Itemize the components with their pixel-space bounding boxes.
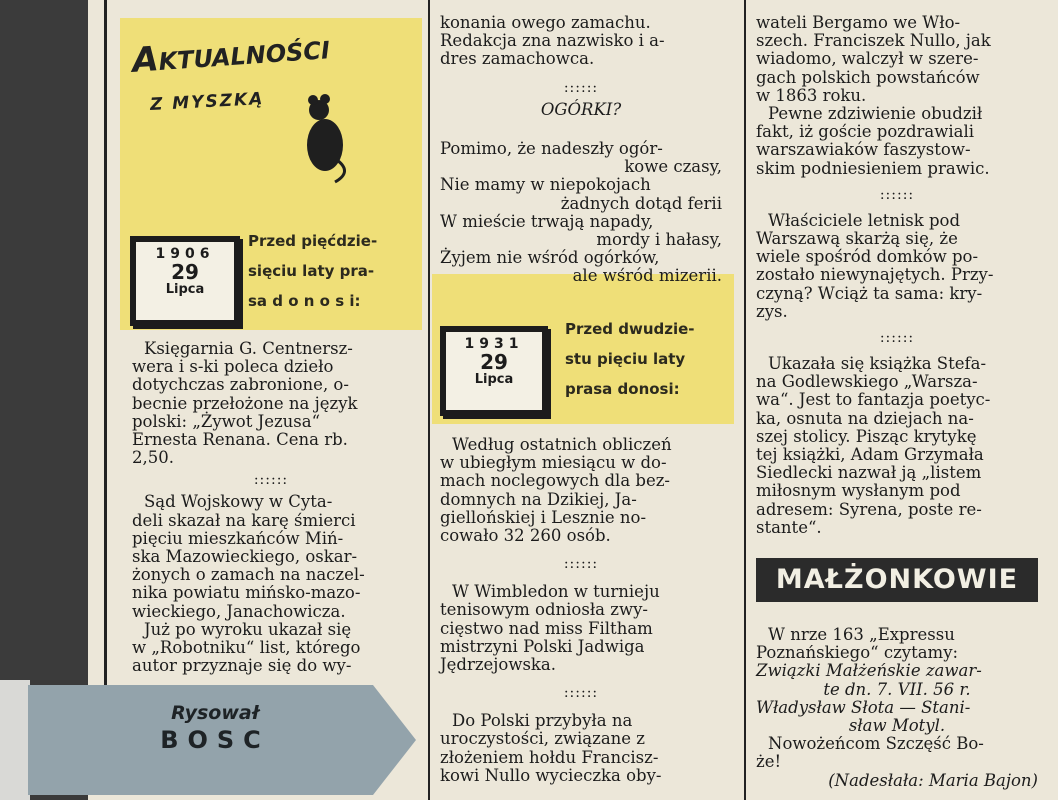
article-bookshop bbox=[132, 340, 410, 467]
article-court-cont bbox=[132, 621, 410, 676]
article-court bbox=[132, 493, 410, 620]
section-banner: MAŁŻONKOWIE bbox=[756, 558, 1038, 602]
text-line: zostało niewynajętych. Przy- bbox=[756, 265, 994, 285]
poem-line: mordy i hałasy, bbox=[596, 230, 722, 250]
text-line: wateli Bergamo we Wło- bbox=[756, 13, 961, 32]
text-line: uroczystości, związane z bbox=[440, 729, 646, 749]
column-3 bbox=[756, 14, 1038, 537]
article-nullo-cont bbox=[756, 14, 1038, 105]
article-assassination-cont bbox=[440, 14, 722, 69]
text-line: wiele spośród domków po- bbox=[756, 247, 979, 267]
text-line: Związki Małżeńskie zawar- bbox=[756, 661, 982, 681]
text-line: skim podniesieniem prawic. bbox=[756, 158, 990, 178]
text-line: Redakcja zna nazwisko i a- bbox=[440, 31, 665, 51]
date-day: 29 bbox=[480, 350, 508, 374]
text-line: stante“. bbox=[756, 517, 822, 537]
text-line: Władysław Słota — Stani- bbox=[756, 697, 971, 717]
text-line: cowało 32 260 osób. bbox=[440, 526, 611, 546]
text-line: Nowożeńcom Szczęść Bo- bbox=[768, 734, 984, 754]
text-line: mach noclegowych dla bez- bbox=[440, 471, 671, 491]
date-year: 1931 bbox=[464, 336, 524, 352]
date-month: Lipca bbox=[474, 372, 514, 387]
text-line: sław Motyl. bbox=[848, 716, 946, 736]
text-line: wera i s-ki poleca dzieło bbox=[132, 357, 334, 377]
column-1 bbox=[132, 340, 410, 675]
text-line: dres zamachowca. bbox=[440, 49, 595, 69]
text-line: Do Polski przybyła na bbox=[452, 711, 633, 731]
notice-intro bbox=[756, 626, 1038, 662]
text-line: szej stolicy. Pisząc krytykę bbox=[756, 426, 977, 446]
mouse-icon bbox=[295, 90, 355, 185]
text-line: złożeniem hołdu Francisz- bbox=[440, 747, 659, 767]
text-line: domnych na Dzikiej, Ja- bbox=[440, 489, 637, 509]
text-line: na Godlewskiego „Warsza- bbox=[756, 372, 978, 392]
text-line: Sąd Wojskowy w Cyta- bbox=[144, 492, 333, 512]
text-line: 2,50. bbox=[132, 448, 174, 468]
text-line: polski: „Żywot Jezusa“ bbox=[132, 411, 321, 431]
poem-line: żadnych dotąd ferii bbox=[560, 193, 722, 213]
text-line: w 1863 roku. bbox=[756, 85, 867, 105]
text-line: Jędrzejowska. bbox=[440, 655, 557, 675]
poem-line: Pomimo, że nadeszły ogór- bbox=[440, 139, 663, 158]
text-line: pięciu mieszkańców Miń- bbox=[132, 528, 344, 548]
text-line: Właściciele letnisk pod bbox=[768, 210, 961, 230]
article-book bbox=[756, 355, 1038, 537]
text-line: ska Mazowieckiego, oskar- bbox=[132, 547, 358, 567]
separator-dots: :::::: bbox=[879, 330, 915, 347]
dark-page-edge bbox=[0, 0, 88, 680]
text-line: Według ostatnich obliczeń bbox=[452, 435, 672, 454]
article-summer-houses bbox=[756, 212, 1038, 321]
marriage-notice bbox=[756, 626, 1038, 790]
poem-line: Nie mamy w niepokojach bbox=[440, 175, 651, 195]
text-line: dotychczas zabronione, o- bbox=[132, 375, 349, 395]
credit-line-2: BOSC bbox=[160, 726, 270, 754]
text-line: ka, osnuta na dziejach na- bbox=[756, 408, 974, 428]
headline-line: sięciu laty pra- bbox=[248, 262, 375, 280]
text-line: mistrzyni Polski Jadwiga bbox=[440, 636, 645, 656]
column-rule-left bbox=[104, 0, 107, 690]
text-line: w „Robotniku“ list, którego bbox=[132, 638, 361, 658]
headline-line: prasa donosi: bbox=[565, 380, 680, 398]
column-rule-1 bbox=[428, 0, 430, 800]
column-rule-2 bbox=[744, 0, 746, 800]
text-line: tej książki, Adam Grzymała bbox=[756, 445, 984, 465]
poem-line: ale wśród mizerii. bbox=[572, 266, 722, 286]
headline-1931 bbox=[565, 314, 725, 404]
article-nullo bbox=[440, 712, 722, 785]
text-line: Poznańskiego“ czytamy: bbox=[756, 643, 959, 663]
article-wimbledon bbox=[440, 583, 722, 674]
headline-line: Przed pięćdzie- bbox=[248, 232, 378, 250]
headline-line: stu pięciu laty bbox=[565, 350, 686, 368]
text-line: zys. bbox=[756, 301, 788, 321]
text-line: Pewne zdziwienie obudził bbox=[768, 104, 983, 124]
credit-line-1: Rysował bbox=[171, 702, 259, 724]
text-line: W nrze 163 „Expressu bbox=[768, 625, 955, 644]
date-day: 29 bbox=[171, 260, 199, 284]
text-line: becnie przełożone na język bbox=[132, 393, 358, 413]
separator-dots: :::::: bbox=[253, 472, 289, 489]
headline-line: Przed dwudzie- bbox=[565, 320, 695, 338]
headline-1906 bbox=[248, 226, 418, 316]
text-line: nika powiatu mińsko-mazo- bbox=[132, 583, 361, 603]
page-corner bbox=[0, 680, 30, 800]
masthead-subtitle: Z MYSZKĄ bbox=[149, 89, 265, 115]
text-line: autor przyznaje się do wy- bbox=[132, 656, 352, 676]
text-line: miłosnym wysłanym pod bbox=[756, 481, 961, 501]
text-line: Już po wyroku ukazał się bbox=[144, 619, 352, 639]
headline-line: sa d o n o s i: bbox=[248, 292, 361, 310]
text-line: Warszawą skarżą się, że bbox=[756, 229, 958, 249]
text-line: Księgarnia G. Centnersz- bbox=[144, 339, 353, 358]
separator-dots: :::::: bbox=[563, 79, 599, 96]
text-line: Siedlecki nazwał ją „listem bbox=[756, 463, 982, 483]
text-line: tenisowym odniosła zwy- bbox=[440, 600, 648, 620]
date-box-1906 bbox=[130, 236, 240, 326]
text-line: cięstwo nad miss Filtham bbox=[440, 618, 653, 638]
article-shelters bbox=[440, 436, 722, 545]
text-line: w ubiegłym miesiącu w do- bbox=[440, 453, 667, 473]
text-line: czyną? Wciąż ta sama: kry- bbox=[756, 283, 983, 303]
separator-dots: :::::: bbox=[563, 685, 599, 702]
text-line: fakt, iż goście pozdrawiali bbox=[756, 122, 975, 142]
date-month: Lipca bbox=[165, 282, 205, 297]
text-line: adresem: Syrena, poste re- bbox=[756, 499, 982, 519]
poem-line: W mieście trwają napady, bbox=[440, 211, 654, 231]
text-line: żonych o zamach na naczel- bbox=[132, 565, 365, 585]
text-line: konania owego zamachu. bbox=[440, 13, 651, 32]
text-line: gach polskich powstańców bbox=[756, 67, 980, 87]
text-line: te dn. 7. VII. 56 r. bbox=[823, 679, 971, 699]
date-box-1931 bbox=[440, 326, 548, 416]
text-line: kowi Nullo wycieczka oby- bbox=[440, 765, 662, 785]
poem-title: OGÓRKI? bbox=[540, 99, 622, 119]
poem-line: Żyjem nie wśród ogórków, bbox=[440, 248, 660, 268]
text-line: wiadomo, walczył w szere- bbox=[756, 49, 979, 69]
separator-dots: :::::: bbox=[563, 556, 599, 573]
poem-line: kowe czasy, bbox=[624, 157, 722, 177]
text-line: szech. Franciszek Nullo, jak bbox=[756, 31, 991, 51]
column-2-top bbox=[440, 14, 722, 121]
separator-dots: :::::: bbox=[879, 186, 915, 203]
masthead-title: Aktualności bbox=[130, 27, 332, 81]
column-2-bottom bbox=[440, 436, 722, 785]
date-year: 1906 bbox=[155, 246, 215, 262]
text-line: Ukazała się książka Stefa- bbox=[768, 354, 987, 374]
text-line: Ernesta Renana. Cena rb. bbox=[132, 430, 348, 450]
notice-wish bbox=[756, 735, 1038, 771]
poem bbox=[440, 140, 722, 286]
text-line: warszawiaków faszystow- bbox=[756, 140, 971, 160]
text-line: że! bbox=[756, 752, 782, 772]
text-line: deli skazał na karę śmierci bbox=[132, 510, 356, 530]
article-salute bbox=[756, 105, 1038, 178]
credit-tag bbox=[110, 702, 320, 754]
notice-quote bbox=[756, 662, 1038, 735]
text-line: wieckiego, Janachowicza. bbox=[132, 601, 346, 621]
notice-author: (Nadesłała: Maria Bajon) bbox=[828, 770, 1038, 790]
text-line: W Wimbledon w turnieju bbox=[452, 582, 660, 602]
text-line: giellońskiej i Lesznie no- bbox=[440, 507, 647, 527]
text-line: wa“. Jest to fantazja poetyc- bbox=[756, 390, 991, 410]
